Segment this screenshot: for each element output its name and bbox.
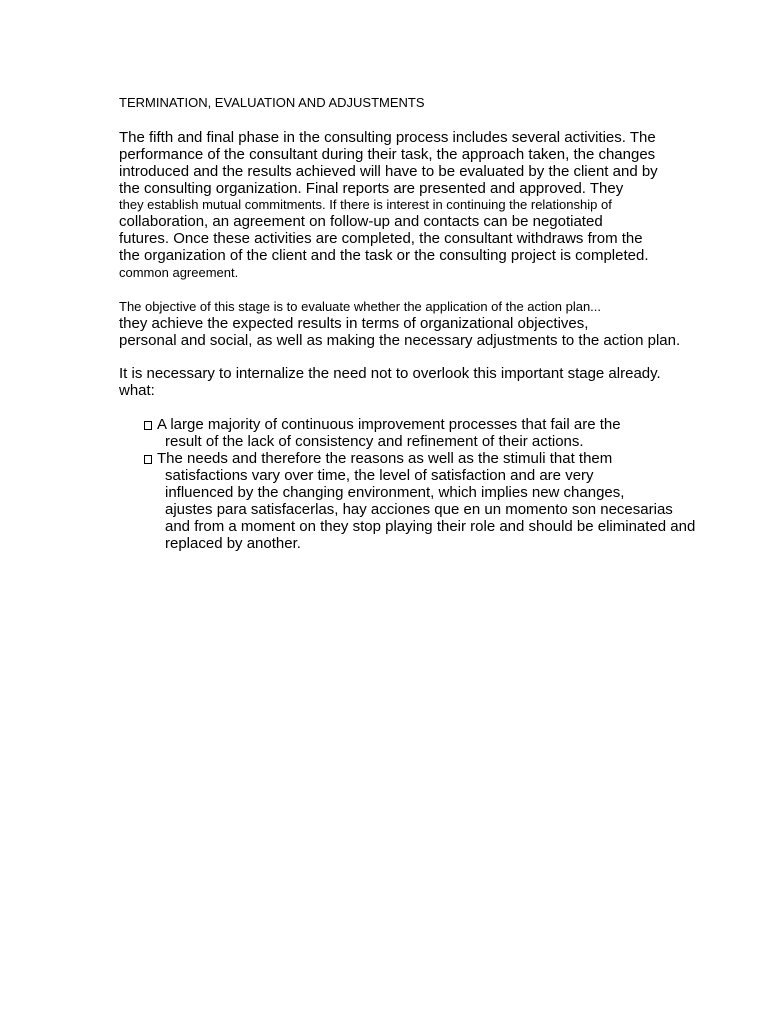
paragraph-2-line-2: they achieve the expected results in terms of organizational objectives,	[119, 315, 589, 332]
paragraph-2-line-3: personal and social, as well as making the necessary adjustments to the action plan.	[119, 332, 681, 349]
paragraph-1-line-3: introduced and the results achieved will have to be evaluated by the client and by	[119, 163, 658, 180]
bullet-2-line-5: and from a moment on they stop playing their role and should be eliminated and	[165, 518, 696, 535]
bullet-2-line-1	[144, 450, 612, 467]
bullet-2-line-2: satisfactions vary over time, the level of satisfaction and are very	[165, 467, 594, 484]
checkbox-bullet-icon	[144, 455, 152, 464]
paragraph-1-line-7: futures. Once these activities are completed, the consultant withdraws from the	[119, 230, 643, 247]
checkbox-bullet-icon	[144, 421, 152, 430]
paragraph-3-line-1: It is necessary to internalize the need not to overlook this important stage already.	[119, 365, 661, 382]
bullet-1-text: A large majority of continuous improvement processes that fail are the	[157, 416, 621, 433]
paragraph-2-line-1: The objective of this stage is to evaluate whether the application of the action plan...	[119, 299, 602, 314]
paragraph-1-line-6: collaboration, an agreement on follow-up and contacts can be negotiated	[119, 213, 603, 230]
bullet-1-line-2: result of the lack of consistency and refinement of their actions.	[165, 433, 584, 450]
paragraph-3-line-2: what:	[119, 382, 155, 399]
paragraph-1-line-4: the consulting organization. Final reports are presented and approved. They	[119, 180, 624, 197]
bullet-2-text: The needs and therefore the reasons as well as the stimuli that them	[157, 450, 613, 467]
paragraph-1-line-8: the organization of the client and the task or the consulting project is completed.	[119, 247, 649, 264]
bullet-2-line-4: ajustes para satisfacerlas, hay acciones que en un momento son necesarias	[165, 501, 673, 518]
bullet-2-line-6: replaced by another.	[165, 535, 301, 552]
bullet-1-line-1	[144, 416, 621, 433]
paragraph-1-line-5: they establish mutual commitments. If there is interest in continuing the relationship of	[119, 197, 612, 212]
paragraph-1-line-2: performance of the consultant during their task, the approach taken, the changes	[119, 146, 656, 163]
paragraph-1-line-1: The fifth and final phase in the consulting process includes several activities. The	[119, 129, 656, 146]
bullet-2-line-3: influenced by the changing environment, which implies new changes,	[165, 484, 625, 501]
document-title: TERMINATION, EVALUATION AND ADJUSTMENTS	[119, 95, 425, 110]
paragraph-1-line-9: common agreement.	[119, 265, 239, 280]
